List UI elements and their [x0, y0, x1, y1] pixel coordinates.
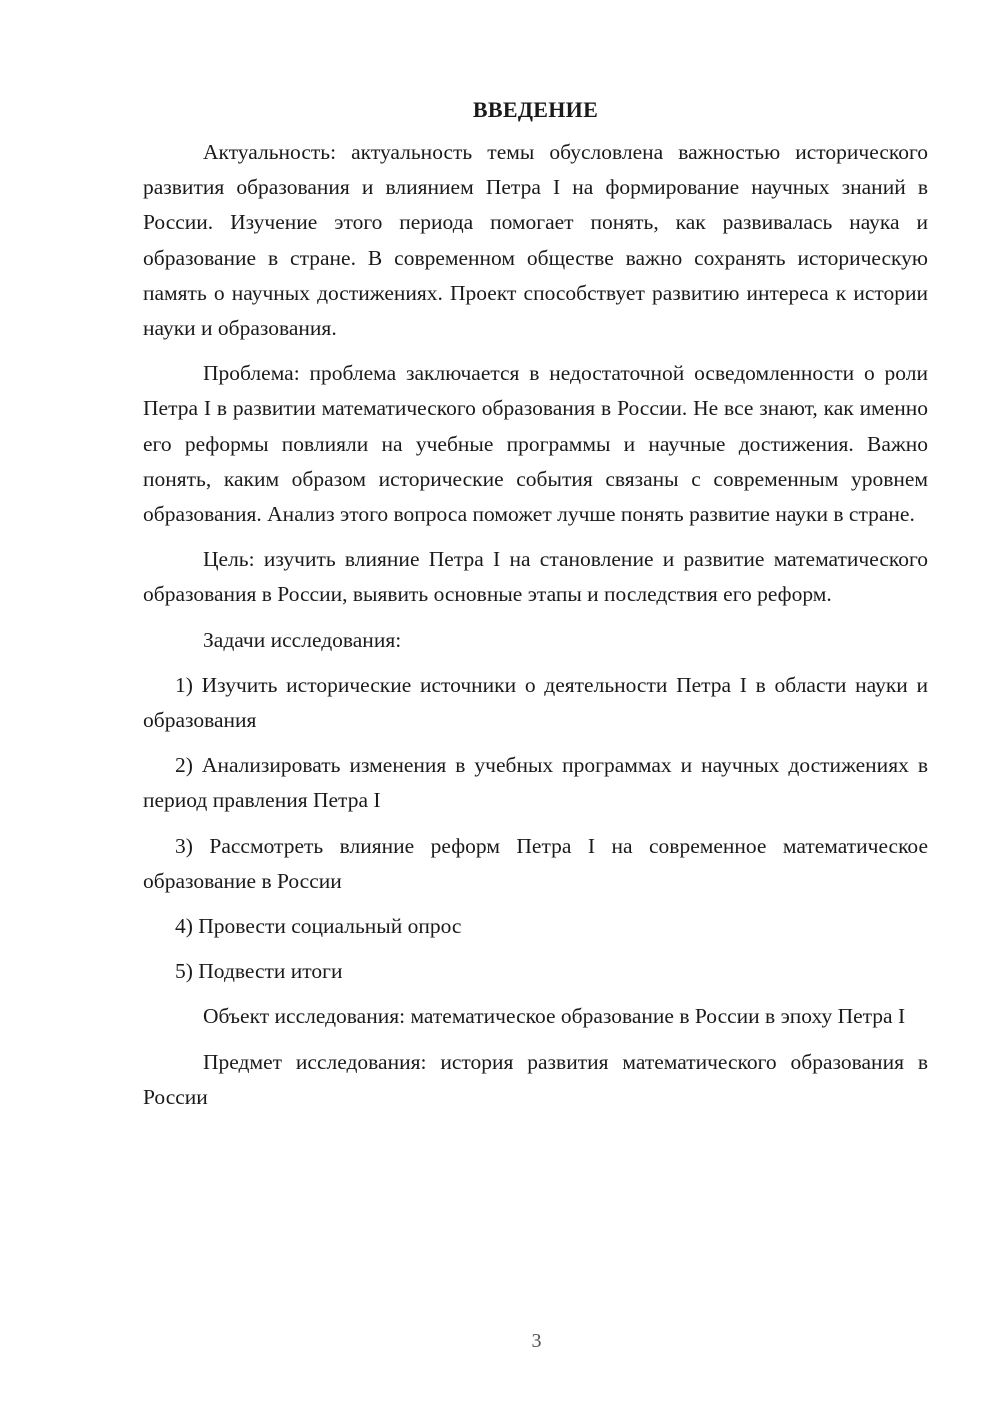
paragraph-subject: Предмет исследования: история развития математического образования в России — [143, 1049, 928, 1109]
task-item-5: 5) Подвести итоги — [175, 959, 343, 984]
page-number: 3 — [531, 1330, 542, 1352]
task-item-4: 4) Провести социальный опрос — [175, 914, 462, 939]
paragraph-object: Объект исследования: математическое образование в России в эпоху Петра I — [203, 1004, 906, 1029]
task-item-2: 2) Анализировать изменения в учебных программах и научных достижениях в период правления Петра I — [143, 753, 928, 813]
document-page — [143, 92, 928, 1125]
page-title: ВВЕДЕНИЕ — [472, 97, 599, 122]
task-item-3: 3) Рассмотреть влияние реформ Петра I на современное математическое образование в России — [143, 833, 928, 893]
task-item-1: 1) Изучить исторические источники о деятельности Петра I в области науки и образования — [143, 672, 928, 733]
paragraph-relevance: Актуальность: актуальность темы обусловлена важностью исторического развития образования и влиянием Петра I на формирование научных знаний в России. Изучение этого периода помогает понять, как развивалась наука и образование в стране. В современном обществе важно сохранять историческую память о научных достижениях. Проект способствует развитию интереса к истории науки и образования. — [143, 140, 928, 341]
tasks-heading: Задачи исследования: — [203, 627, 402, 652]
paragraph-problem: Проблема: проблема заключается в недостаточной осведомленности о роли Петра I в развитии математического образования в России. Не все знают, как именно его реформы повлияли на учебные программы и научные достижения. Важно понять, каким образом исторические события связаны с современным уровнем образования. Анализ этого вопроса поможет лучше понять развитие науки в стране. — [143, 361, 928, 527]
paragraph-goal: Цель: изучить влияние Петра I на становление и развитие математического образования в России, выявить основные этапы и последствия его реформ. — [143, 547, 928, 607]
